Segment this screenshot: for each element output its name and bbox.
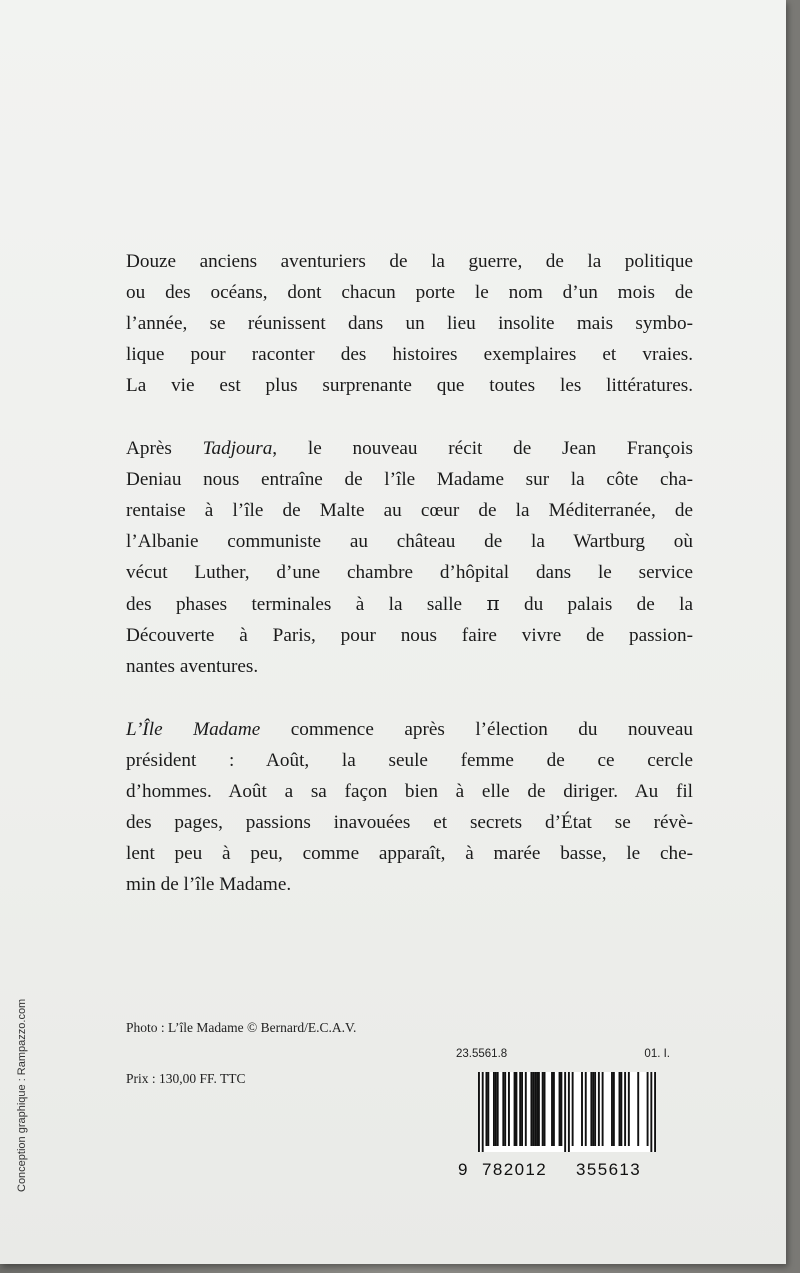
blurb-line: des pages, passions inavouées et secrets d’État se révè-: [126, 812, 693, 833]
isbn-group-2: 355613: [576, 1160, 642, 1179]
edition-code: 01. I.: [644, 1048, 670, 1060]
blurb-line: lent peu à peu, comme apparaît, à marée basse, le che-: [126, 843, 693, 864]
blurb-line: nantes aventures.: [126, 656, 259, 677]
blurb-line: Deniau nous entraîne de l’île Madame sur la côte cha-: [126, 469, 693, 490]
blurb-paragraph-1: [126, 246, 693, 401]
blurb-text: commence après l’élection du nouveau: [260, 719, 693, 740]
blurb-paragraph-2: [126, 433, 693, 682]
blurb: [126, 246, 693, 900]
blurb-line: Douze anciens aventuriers de la guerre, de la politique: [126, 251, 693, 272]
book-title-ile-madame: L’Île Madame: [126, 719, 261, 740]
blurb-line: l’année, se réunissent dans un lieu insolite mais symbo-: [126, 313, 693, 334]
blurb-line: min de l’île Madame.: [126, 874, 292, 895]
catalog-number: 23.5561.8: [456, 1048, 508, 1060]
blurb-line: rentaise à l’île de Malte au cœur de la Méditerranée, de: [126, 500, 693, 521]
design-credit: Conception graphique : Rampazzo.com: [16, 998, 28, 1192]
blurb-text: des phases terminales à la salle: [126, 594, 487, 615]
blurb-line: l’Albanie communiste au château de la Wartburg où: [126, 531, 693, 552]
blurb-line: ou des océans, dont chacun porte le nom d’un mois de: [126, 282, 693, 303]
blurb-line: lique pour raconter des histoires exemplaires et vraies.: [126, 344, 693, 365]
isbn-prefix: 9: [458, 1160, 469, 1179]
blurb-line: La vie est plus surprenante que toutes les littératures.: [126, 375, 693, 396]
isbn-group-1: 782012: [482, 1160, 548, 1179]
blurb-line: vécut Luther, d’une chambre d’hôpital dans le service: [126, 562, 693, 583]
blurb-line: [126, 714, 693, 745]
blurb-line: Découverte à Paris, pour nous faire vivre de passion-: [126, 625, 693, 646]
blurb-line: d’hommes. Août a sa façon bien à elle de diriger. Au fil: [126, 781, 693, 802]
blurb-text: , le nouveau récit de Jean François: [272, 438, 693, 459]
photo-credit: Photo : L’île Madame © Bernard/E.C.A.V.: [126, 1020, 357, 1035]
pi-symbol: π: [486, 591, 500, 615]
blurb-paragraph-3: [126, 714, 693, 900]
isbn-barcode: [478, 1072, 656, 1152]
blurb-line: [126, 588, 693, 620]
blurb-text: Après: [126, 438, 203, 459]
price-label: Prix : 130,00 FF. TTC: [126, 1071, 246, 1086]
blurb-line: président : Août, la seule femme de ce cercle: [126, 750, 693, 771]
blurb-text: du palais de la: [499, 594, 693, 615]
book-title-tadjoura: Tadjoura: [202, 438, 273, 459]
blurb-line: [126, 433, 693, 464]
